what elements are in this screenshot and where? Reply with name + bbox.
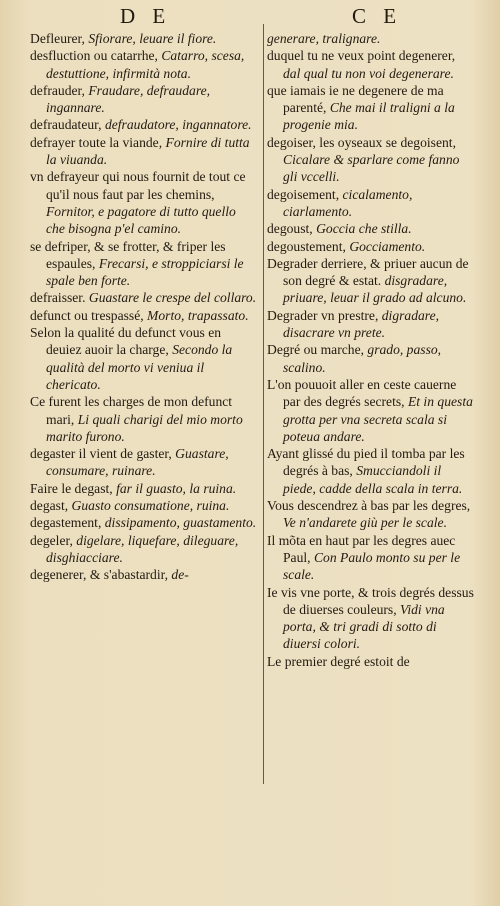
- italian-text: Guastare le crespe del collaro.: [88, 290, 257, 306]
- dictionary-entry: [267, 653, 475, 670]
- dictionary-entry: [267, 376, 475, 445]
- dictionary-entry: [30, 532, 258, 567]
- dictionary-entry: [30, 445, 258, 480]
- italian-text: Et in questa grotta per vna secreta scala si poteua andare.: [283, 394, 473, 444]
- french-text: degoustement,: [267, 238, 346, 254]
- french-text: degenerer, & s'abastardir,: [30, 567, 168, 583]
- dictionary-entry: [267, 30, 475, 47]
- dictionary-entry: [30, 289, 258, 306]
- italian-text: Smucciandoli il piede, cadde della scala in terra.: [283, 463, 463, 496]
- french-text: degastement,: [30, 515, 102, 531]
- french-text: Faire le degast,: [30, 480, 113, 496]
- dictionary-entry: [30, 514, 258, 531]
- italian-text: Guastare, consumare, ruinare.: [46, 446, 229, 479]
- dictionary-entry: [30, 116, 258, 133]
- french-text: degoiser, les oyseaux se degoisent,: [267, 134, 456, 150]
- dictionary-entry: [267, 47, 475, 82]
- italian-text: Secondo la qualità del morto vi veniua il chericato.: [46, 342, 233, 392]
- italian-text: far il guasto, la ruina.: [116, 480, 237, 496]
- french-text: degaster il vient de gaster,: [30, 446, 172, 462]
- dictionary-entry: [30, 393, 258, 445]
- dictionary-entry: [30, 307, 258, 324]
- french-text: Degré ou marche,: [267, 342, 364, 358]
- french-text: defrauder,: [30, 82, 85, 98]
- italian-text: Sfiorare, leuare il fiore.: [88, 31, 217, 46]
- italian-text: Li quali charigi del mio morto marito furono.: [46, 411, 243, 444]
- french-text: que iamais ie ne degenere de ma parenté,: [267, 82, 444, 116]
- french-text: Le premier degré estoit de: [267, 653, 410, 669]
- italian-text: Ve n'andarete giù per le scale.: [283, 515, 447, 531]
- french-text: duquel tu ne veux point degenerer,: [267, 48, 456, 64]
- italian-text: Fraudare, defraudare, ingannare.: [46, 82, 211, 116]
- italian-text: Vidi vna porta, & tri gradi di sotto di diuersi colori.: [283, 601, 445, 652]
- dictionary-entry: [30, 47, 258, 82]
- italian-text: Gocciamento.: [349, 238, 426, 254]
- french-text: degeler,: [30, 532, 73, 548]
- italian-text: de-: [171, 567, 189, 583]
- french-text: degoisement,: [267, 186, 340, 202]
- dictionary-entry: [30, 82, 258, 117]
- french-text: Ce furent les charges de mon defunct mari,: [30, 394, 233, 427]
- dictionary-entry: [267, 134, 475, 186]
- french-text: degast,: [30, 498, 69, 514]
- italian-text: grado, passo, scalino.: [283, 342, 442, 375]
- italian-text: Catarro, scesa, destuttione, infirmità nota.: [46, 48, 245, 81]
- italian-text: disgradare, priuare, leuar il grado ad alcuno.: [283, 273, 467, 306]
- dictionary-entry: [30, 238, 258, 290]
- dictionary-entry: [30, 134, 258, 169]
- header-right: C E: [352, 4, 403, 28]
- header-left: D E: [120, 4, 172, 28]
- italian-text: Morto, trapassato.: [147, 307, 249, 323]
- dictionary-entry: [267, 238, 475, 255]
- dictionary-entry: [267, 307, 475, 342]
- dictionary-entry: [267, 532, 475, 584]
- italian-text: dissipamento, guastamento.: [104, 515, 257, 531]
- italian-text: Frecarsi, e stroppiciarsi le spale ben forte.: [46, 255, 244, 289]
- french-text: desfluction ou catarrhe,: [30, 48, 158, 64]
- italian-text: dal qual tu non voi degenerare.: [283, 65, 454, 81]
- dictionary-entry: [267, 82, 475, 134]
- dictionary-entry: [267, 255, 475, 307]
- italian-text: Guasto consumatione, ruina.: [71, 498, 230, 514]
- french-text: Defleurer,: [30, 31, 85, 46]
- dictionary-entry: [267, 220, 475, 237]
- italian-text: Fornire di tutta la viuanda.: [46, 134, 250, 168]
- french-text: Ie vis vne porte, & trois degrés dessus de diuerses couleurs,: [267, 584, 474, 617]
- italian-text: digradare, disacrare vn prete.: [283, 307, 440, 341]
- french-text: Ayant glissé du pied il tomba par les degrés à bas,: [267, 446, 465, 479]
- french-text: defraudateur,: [30, 117, 102, 133]
- french-text: vn defrayeur qui nous fournit de tout ce qu'il nous faut par les chemins,: [30, 169, 246, 202]
- italian-text: generare, tralignare.: [267, 31, 381, 46]
- french-text: Degrader vn prestre,: [267, 307, 379, 323]
- dictionary-entry: [30, 324, 258, 393]
- french-text: Selon la qualité du defunct vous en deuiez auoir la charge,: [30, 325, 222, 358]
- italian-text: defraudatore, ingannatore.: [104, 117, 252, 133]
- dictionary-entry: [30, 480, 258, 497]
- french-text: degoust,: [267, 221, 313, 237]
- italian-text: Goccia che stilla.: [316, 221, 412, 237]
- dictionary-entry: [267, 186, 475, 221]
- dictionary-entry: [267, 584, 475, 653]
- italian-text: Fornitor, e pagatore di tutto quello che bisogna p'el camino.: [46, 203, 236, 237]
- column-divider: [263, 24, 264, 784]
- italian-text: Con Paulo monto su per le scale.: [283, 549, 461, 583]
- dictionary-entry: [30, 168, 258, 237]
- dictionary-entry: [267, 341, 475, 376]
- french-text: Vous descendrez à bas par les degres,: [267, 498, 471, 514]
- italian-text: Che mai il traligni a la progenie mia.: [283, 100, 455, 133]
- italian-text: cicalamento, ciarlamento.: [283, 186, 413, 219]
- right-column: [267, 30, 475, 670]
- dictionary-entry: [30, 566, 258, 583]
- dictionary-entry: [267, 445, 475, 497]
- french-text: Degrader derriere, & priuer aucun de son degré & estat.: [267, 255, 469, 289]
- french-text: L'on pouuoit aller en ceste cauerne par des degrés secrets,: [267, 376, 457, 410]
- running-header: [0, 4, 500, 28]
- french-text: Il mõta en haut par les degres auec Paul,: [267, 532, 456, 565]
- dictionary-entry: [30, 30, 258, 47]
- french-text: defraisser.: [30, 290, 86, 306]
- left-column: [30, 30, 258, 584]
- french-text: se defriper, & se frotter, & friper les espaules,: [30, 238, 226, 271]
- french-text: defunct ou trespassé,: [30, 307, 144, 323]
- italian-text: Cicalare & sparlare come fanno gli vccelli.: [283, 152, 460, 185]
- dictionary-entry: [30, 497, 258, 514]
- italian-text: digelare, liquefare, dileguare, disghiacciare.: [46, 532, 239, 565]
- french-text: defrayer toute la viande,: [30, 134, 163, 150]
- dictionary-entry: [267, 497, 475, 532]
